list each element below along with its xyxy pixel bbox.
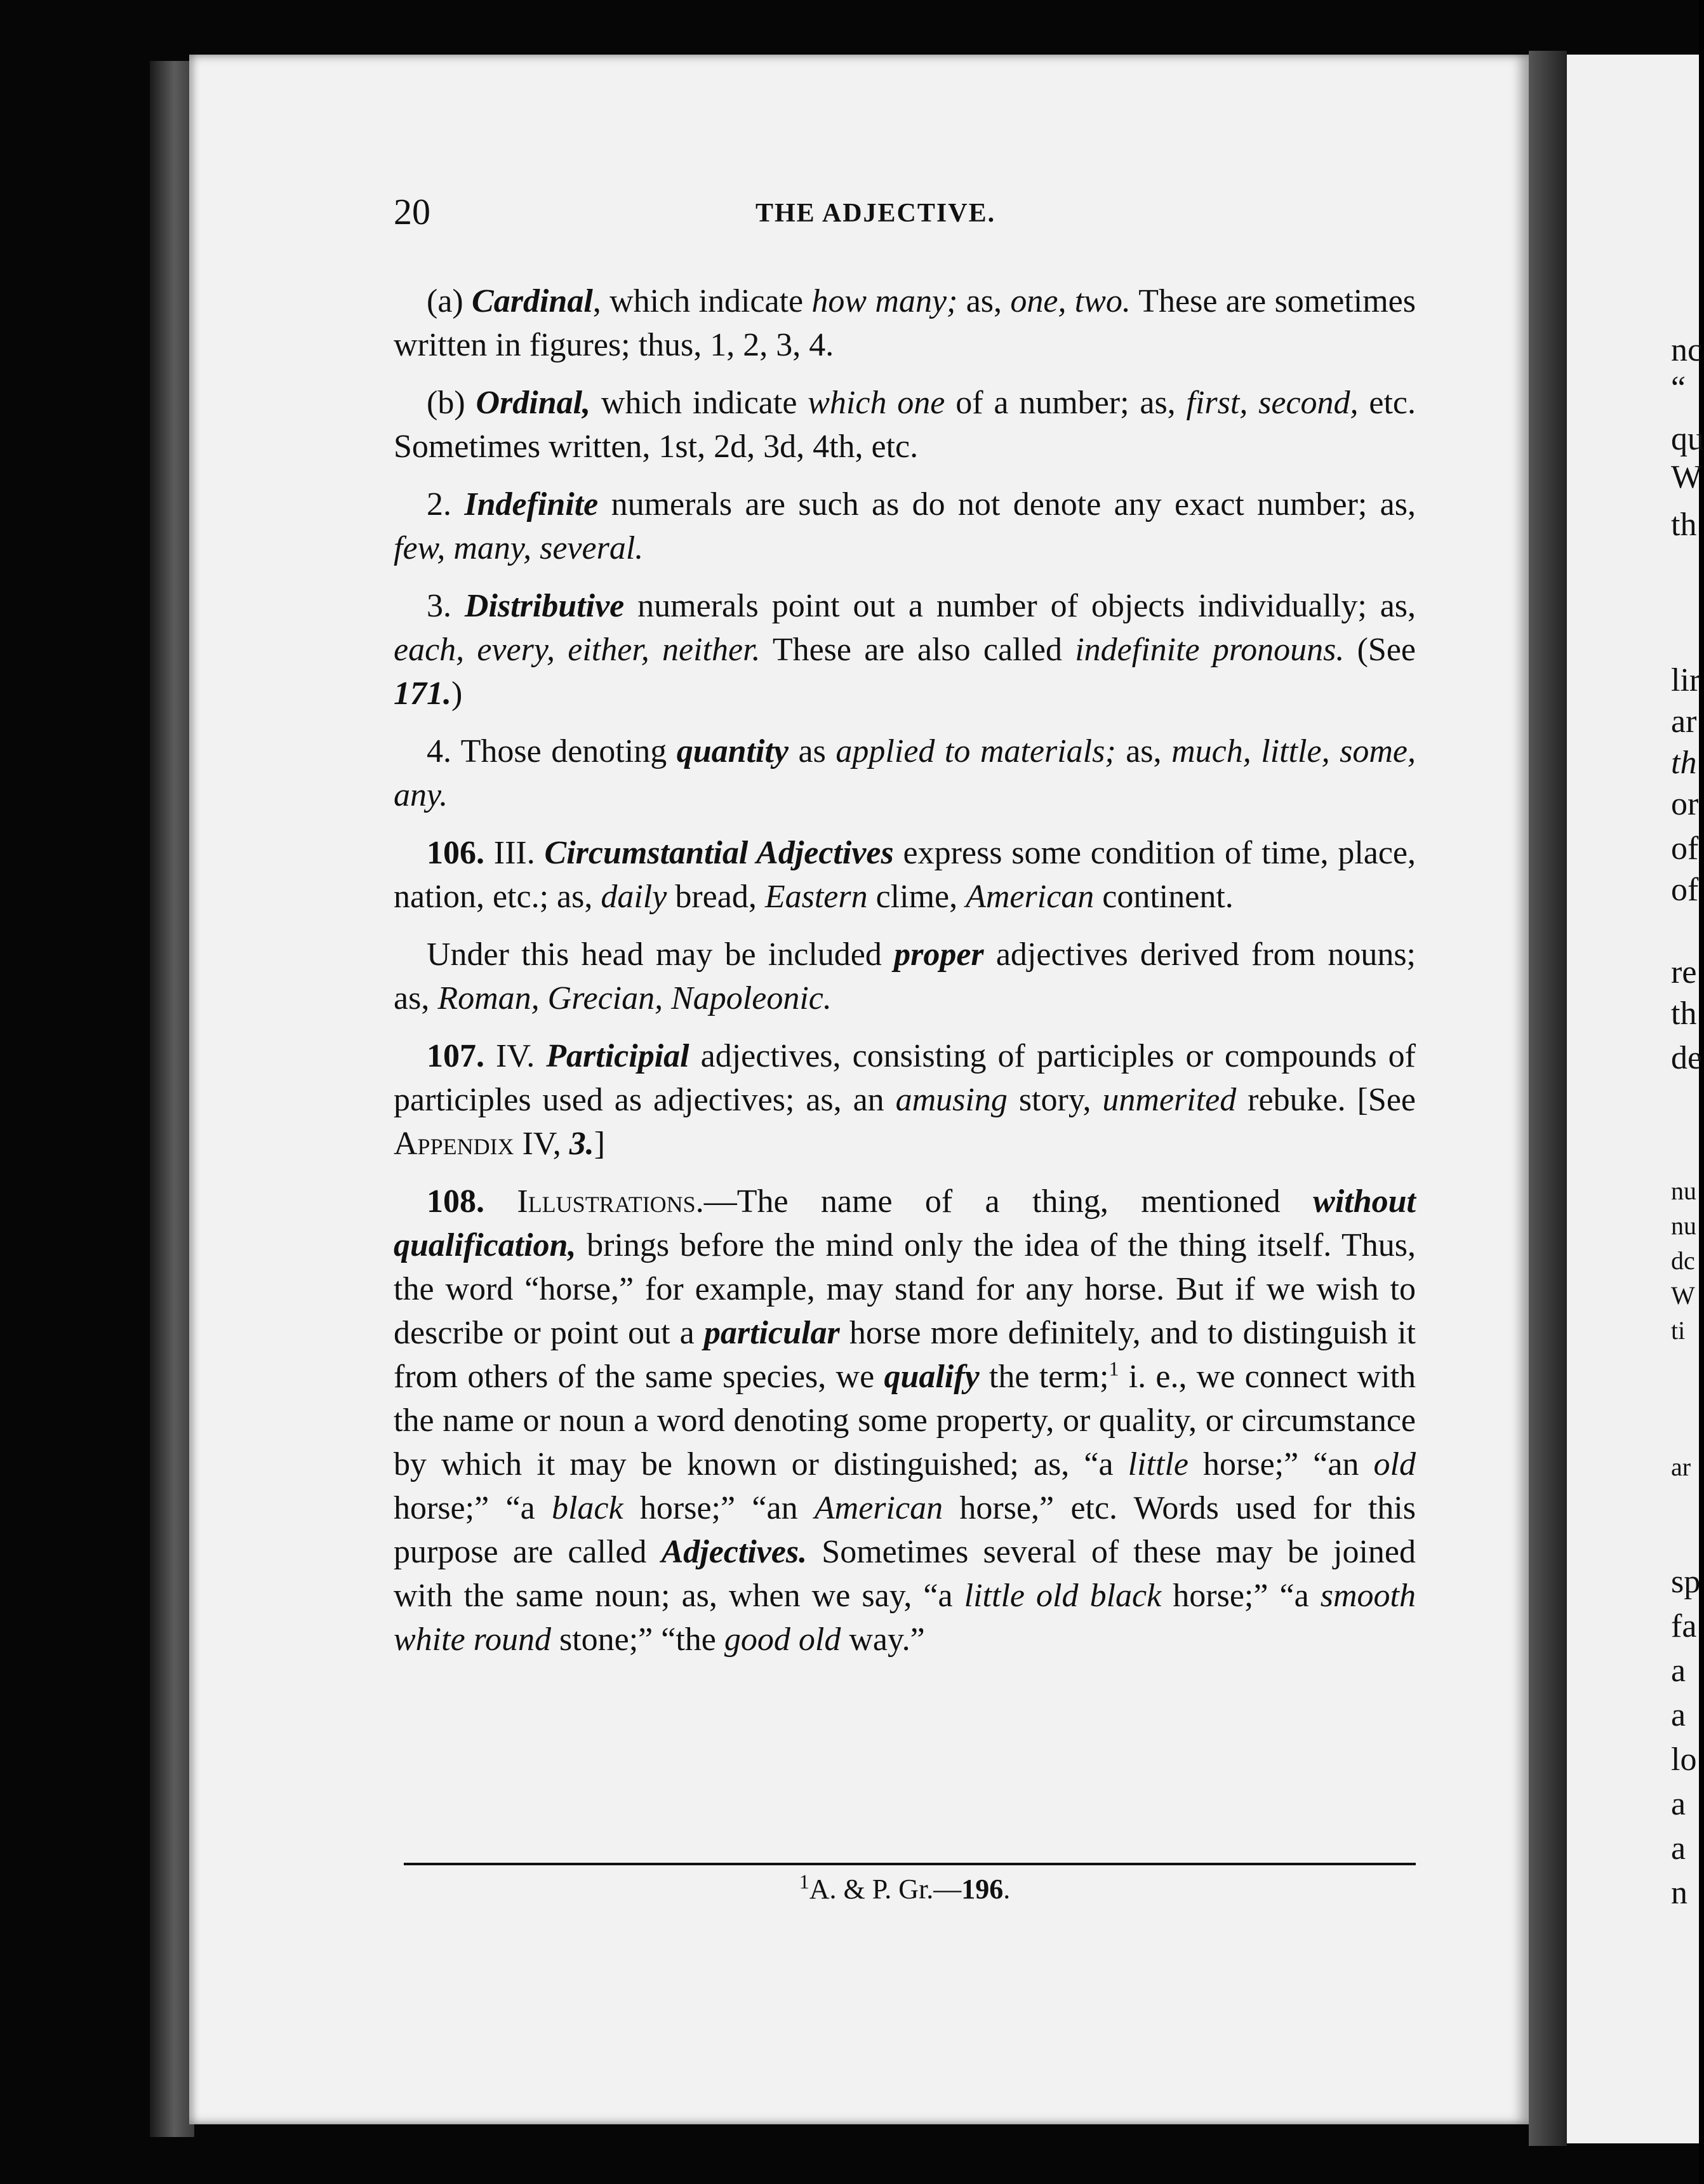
paragraph-quantity: 4. Those denoting quantity as applied to materials; as, much, little, some, any. [394, 733, 1416, 813]
section-number: 106. [427, 835, 484, 871]
facing-page-fragment: dc [1671, 1246, 1695, 1275]
paragraph-107: 107. IV. Participial adjectives, consisting of participles or compounds of participles used as adjectives; as, an amusing story, unmerited rebuke. [See Appendix IV, 3.] [394, 1038, 1416, 1162]
facing-page-fragment: a [1671, 1653, 1686, 1689]
footnote: $^1$A. & P. Gr.—196. [799, 1870, 1011, 1905]
facing-page-fragment: ar [1671, 1453, 1691, 1481]
paragraph-106: 106. III. Circumstantial Adjectives express some condition of time, place, nation, etc.; as, daily bread, Eastern clime, American continent. [394, 835, 1416, 915]
page-number: 20 [394, 191, 430, 232]
section-number: 107. [427, 1038, 484, 1074]
facing-page-fragment: of [1671, 872, 1699, 908]
facing-page-fragment: “ [1671, 370, 1686, 406]
facing-page-fragment: ar [1671, 703, 1697, 740]
facing-page-fragment: re [1671, 954, 1697, 990]
facing-page-fragment: W [1671, 1281, 1695, 1310]
facing-page-fragment: n [1671, 1875, 1687, 1911]
facing-page-fragment: or [1671, 786, 1699, 822]
facing-page-fragment: th [1671, 745, 1697, 781]
paragraph-ordinal: (b) Ordinal, which indicate which one of a number; as, first, second, etc. Sometimes written, 1st, 2d, 3d, 4th, etc. [394, 385, 1416, 465]
facing-page-fragment: a [1671, 1697, 1686, 1733]
facing-page-fragment: a [1671, 1786, 1686, 1822]
facing-page-strip [1567, 55, 1704, 2143]
facing-page-fragment: th [1671, 995, 1697, 1032]
paragraph-proper: Under this head may be included proper adjectives derived from nouns; as, Roman, Grecian, Napoleonic. [394, 936, 1416, 1016]
chapter-title: THE ADJECTIVE. [755, 199, 996, 228]
facing-page-fragment: sp [1671, 1564, 1701, 1600]
facing-page-fragment: qu [1671, 421, 1704, 457]
facing-page-fragment: de [1671, 1040, 1703, 1076]
facing-page-fragment: fa [1671, 1608, 1697, 1644]
paragraph-108: 108. Illustrations.—The name of a thing, mentioned without qualification, brings before the mind only the idea of the thing itself. Thus, the word “horse,” for example, may stand for any horse. But if we wish to describe or point out a particular horse more definitely, and to distinguish it from others of the same species, we qualify the term;$^1$ i. e., we connect with the name or noun a word denoting some property, or quality, or circumstance by which it may be known or distinguished; as, “a little horse;” “an old horse;” “a black horse;” “an American horse,” etc. Words used for this purpose are called Adjectives. Sometimes several of these may be joined with the same noun; as, when we say, “a little old black horse;” “a smooth white round stone;” “the good old way.” [394, 1183, 1416, 1658]
facing-page-fragment: a [1671, 1830, 1686, 1867]
paragraph-cardinal: (a) Cardinal, which indicate how many; as, one, two. These are sometimes written in figures; thus, 1, 2, 3, 4. [394, 283, 1416, 363]
facing-page-fragment: of [1671, 830, 1699, 867]
facing-page-fragment: nu [1671, 1211, 1696, 1240]
body-text [394, 279, 1416, 1674]
running-head [394, 190, 1416, 248]
facing-page-fragment: th [1671, 507, 1697, 543]
section-number: 108. [427, 1183, 484, 1220]
paragraph-distributive: 3. Distributive numerals point out a number of objects individually; as, each, every, either, neither. These are also called indefinite pronouns. (See 171.) [394, 588, 1416, 712]
paragraph-indefinite: 2. Indefinite numerals are such as do not denote any exact number; as, few, many, several. [394, 486, 1416, 566]
facing-page-fragment: nc [1671, 332, 1703, 368]
footnote-marker: 1 [1108, 1357, 1119, 1380]
facing-page-fragment: lo [1671, 1741, 1697, 1778]
book-gutter [1529, 51, 1567, 2146]
facing-page-fragment: lir [1671, 662, 1701, 698]
facing-page-fragment: ti [1671, 1316, 1686, 1345]
facing-page-fragment: W [1671, 459, 1703, 495]
book-cover-edge [150, 61, 194, 2137]
footnote-rule [404, 1863, 1416, 1865]
facing-page-fragment: nu [1671, 1176, 1696, 1205]
